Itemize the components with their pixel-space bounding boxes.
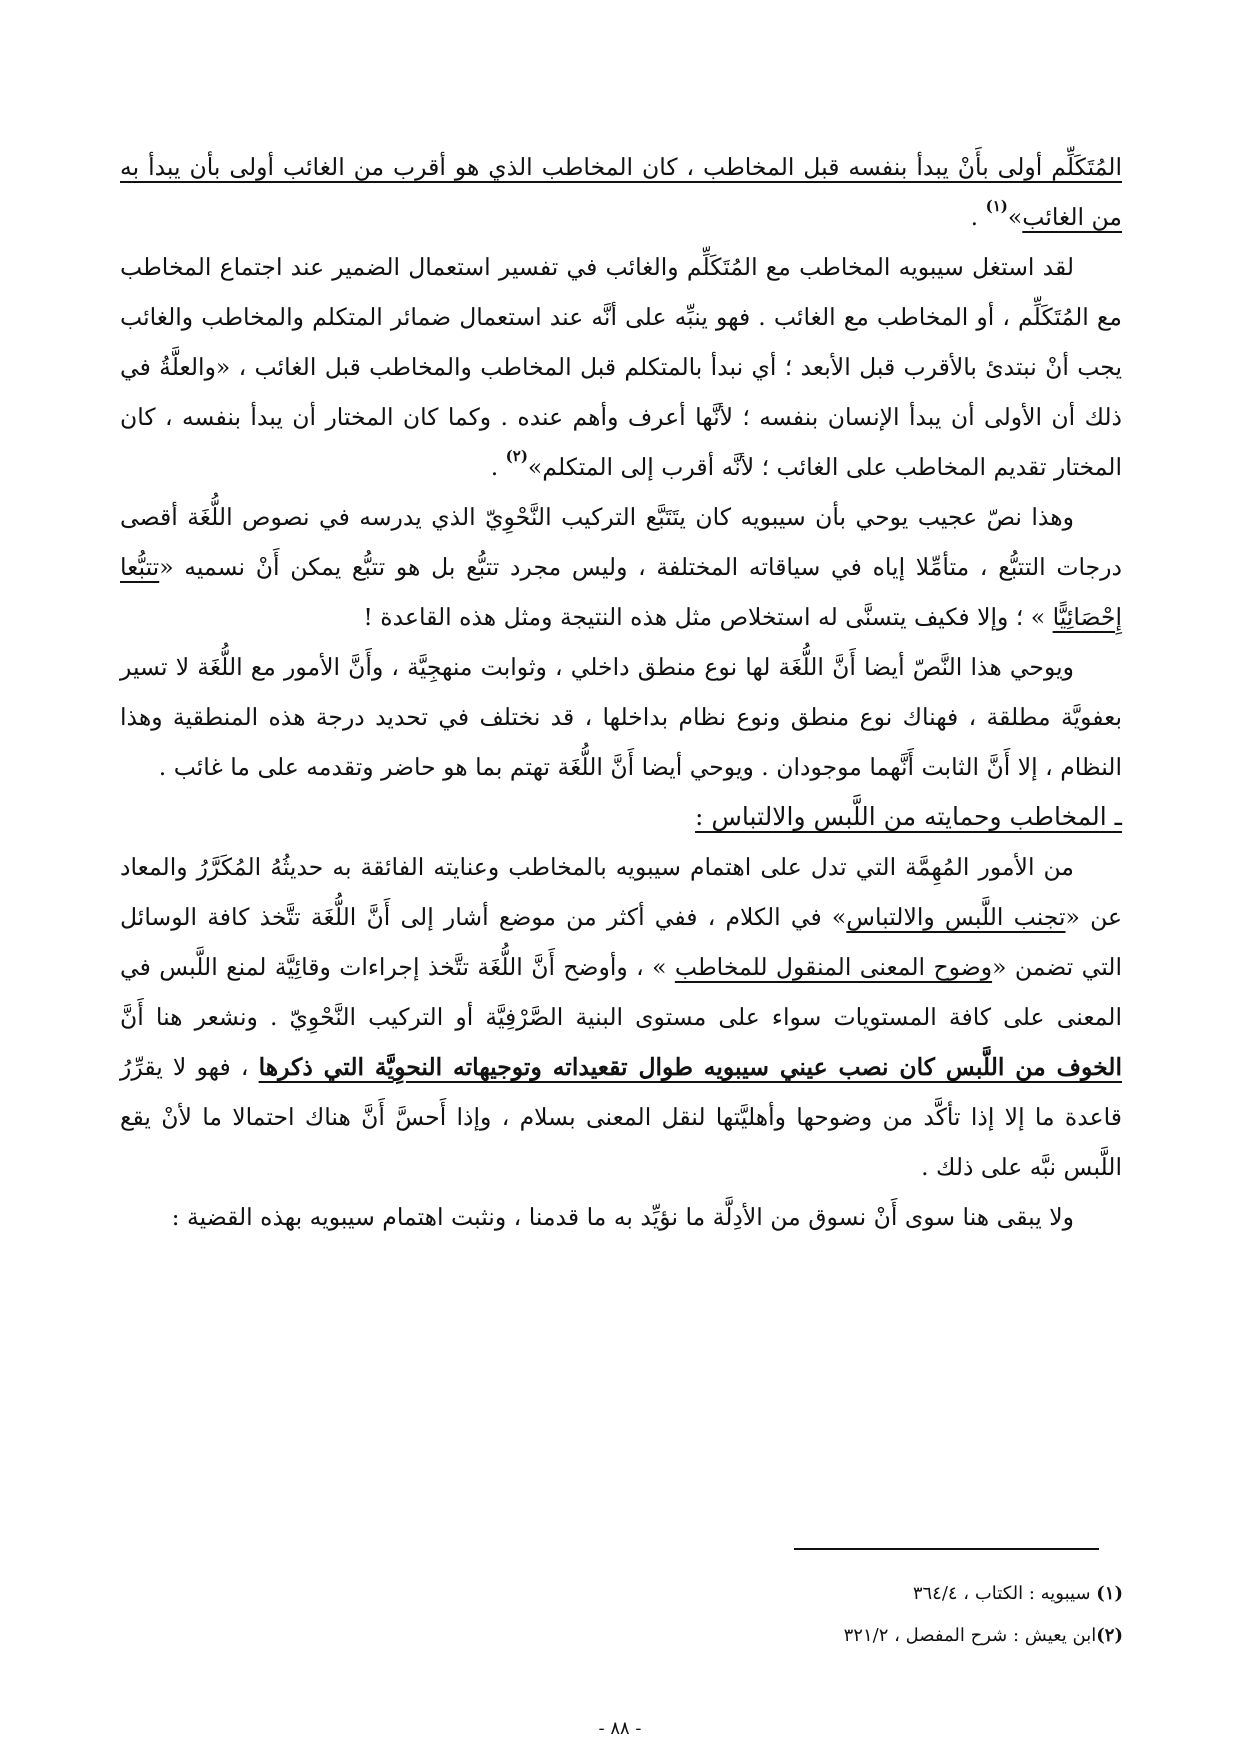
section-heading: ـ المخاطب وحمايته من اللَّبس والالتباس : xyxy=(695,802,1122,831)
page-number: - ٨٨ - xyxy=(598,1718,642,1739)
quoted-text: المُتَكَلِّم أولى بأَنْ يبدأ بنفسه قبل المخاطب ، كان المخاطب الذي هو أقرب من الغائب أولى بأن يبدأ به من الغائب xyxy=(120,153,1122,231)
underlined-phrase: تجنب اللَّبس والالتباس xyxy=(846,903,1066,931)
underlined-phrase: تتبُّعا إِحْصَائِيًّا xyxy=(120,553,1122,631)
paragraph-3: ويوحي هذا النَّصّ أيضا أَنَّ اللُّغَة لها نوع منطق داخلي ، وثوابت منهجِيَّة ، وأَنَّ الأمور مع اللُّغَة لا تسير بعفويَّة مطلقة ، فهناك نوع منطق ونوع نظام بداخلها ، قد نختلف في تحديد درجة هذه المنطقية وهذا النظام ، إلا أَنَّ الثابت أَنَّهما موجودان . ويوحي أيضا أَنَّ اللُّغَة تهتم بما هو حاضر وتقدمه على ما غائب . xyxy=(120,653,1122,781)
footnote-divider xyxy=(794,1548,1099,1550)
paragraph-5: ولا يبقى هنا سوى أَنْ نسوق من الأدِلَّة ما نؤيِّد به ما قدمنا ، ونثبت اهتمام سيبويه بهذه القضية : xyxy=(171,1203,1074,1231)
underlined-phrase: وضوح المعنى المنقول للمخاطب xyxy=(674,953,993,981)
paragraph-continued-quote: المُتَكَلِّم أولى بأَنْ يبدأ بنفسه قبل المخاطب ، كان المخاطب الذي هو أقرب من الغائب أولى بأن يبدأ به من الغائب»$^{(١)}$ . xyxy=(120,153,1122,231)
footnote-1: (١) سيبويه : الكتاب ، ٣٦٤/٤ xyxy=(912,1583,1123,1604)
footnote-ref-2[interactable]: (٢) xyxy=(505,447,528,465)
paragraph-2: وهذا نصّ عجيب يوحي بأن سيبويه كان يتَتَبَّع التركيب النَّحْوِيّ الذي يدرسه في نصوص اللُّغَة أقصى درجات التتبُّع ، متأمِّلا إياه في سياقاته المختلفة ، وليس مجرد تتبُّع بل هو تتبُّع يمكن أَنْ نسميه «تتبُّعا إِحْصَائِيًّا » ؛ وإلا فكيف يتسنَّى له استخلاص مثل هذه النتيجة ومثل هذه القاعدة ! xyxy=(120,503,1122,631)
main-text xyxy=(120,142,1122,1242)
footnote-ref-1[interactable]: (١) xyxy=(985,197,1008,215)
quote-close: » xyxy=(1007,203,1023,231)
paragraph-1: لقد استغل سيبويه المخاطب مع المُتَكَلِّم والغائب في تفسير استعمال الضمير عند اجتماع المخاطب مع المُتَكَلِّم ، أو المخاطب مع الغائب . فهو ينبِّه على أنَّه عند استعمال ضمائر المتكلم والمخاطب والغائب يجب أنْ نبتدئ بالأقرب قبل الأبعد ؛ أي نبدأ بالمتكلم قبل المخاطب والمخاطب قبل الغائب ، «والعلَّةُ في ذلك أن الأولى أن يبدأ الإنسان بنفسه ؛ لأنَّها أعرف وأهم عنده . وكما كان المختار أن يبدأ بنفسه ، كان المختار تقديم المخاطب على الغائب ؛ لأنَّه أقرب إلى المتكلم»$^{(٢)}$ . xyxy=(120,253,1122,481)
footnote-2: (٢)ابن يعيش : شرح المفصل ، ٣٢١/٢ xyxy=(843,1625,1123,1646)
bold-underlined-phrase: الخوف من اللَّبس كان نصب عيني سيبويه طوال تقعيداته وتوجيهاته النحوِيَّة التي ذكرها xyxy=(258,1053,1122,1081)
footnotes xyxy=(623,1573,1123,1657)
paragraph-4: من الأمور المُهِمَّة التي تدل على اهتمام سيبويه بالمخاطب وعنايته الفائقة به حديثُهُ المُكَرَّرُ والمعاد عن «تجنب اللَّبس والالتباس» في الكلام ، ففي أكثر من موضع أشار إلى أَنَّ اللُّغَة تتَّخذ كافة الوسائل التي تضمن «وضوح المعنى المنقول للمخاطب » ، وأوضح أَنَّ اللُّغَة تتَّخذ إجراءات وقائِيَّة لمنع اللَّبس في المعنى على كافة المستويات سواء على مستوى البنية الصَّرْفِيَّة أو التركيب النَّحْوِيّ . ونشعر هنا أَنَّ الخوف من اللَّبس كان نصب عيني سيبويه طوال تقعيداته وتوجيهاته النحوِيَّة التي ذكرها ، فهو لا يقرِّرُ قاعدة ما إلا إذا تأكَّد من وضوحها وأهليَّتها لنقل المعنى بسلام ، وإذا أَحسَّ أَنَّ هناك احتمالا ما لأنْ يقع اللَّبس نبَّه على ذلك . xyxy=(120,853,1122,1181)
